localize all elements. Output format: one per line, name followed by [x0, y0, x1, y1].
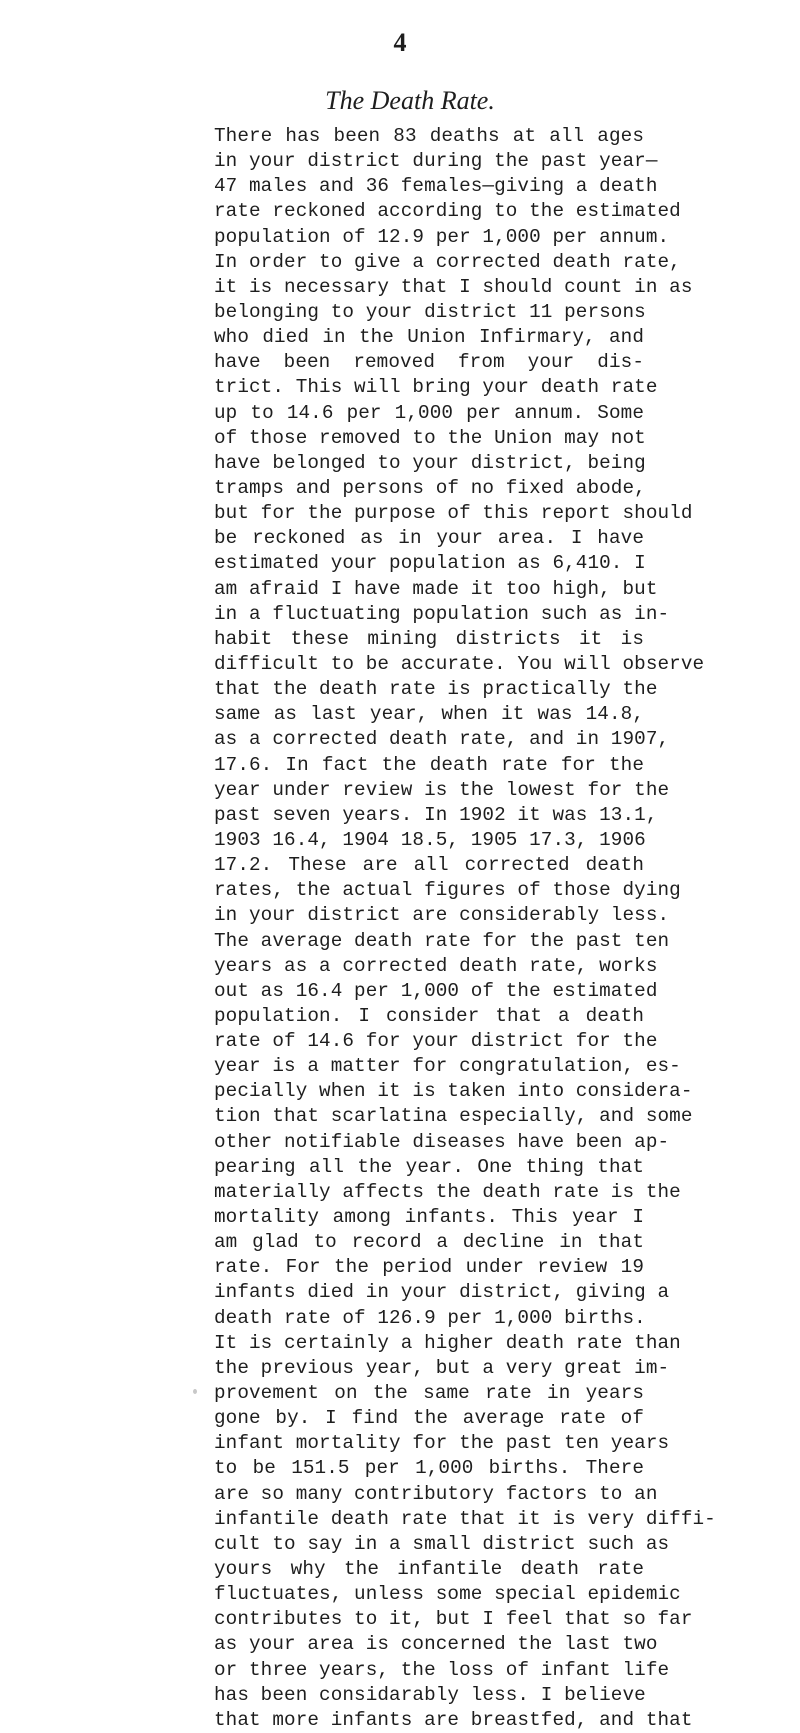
text-line: There has been 83 deaths at all ages: [214, 125, 644, 147]
text-line: tramps and persons of no fixed abode,: [214, 476, 646, 499]
text-line: it is necessary that I should count in as: [214, 275, 693, 298]
text-line: trict. This will bring your death rate: [214, 376, 658, 399]
text-line: difficult to be accurate. You will observe: [214, 652, 705, 675]
text-line: year under review is the lowest for the: [214, 778, 670, 801]
text-line: other notifiable diseases have been ap-: [214, 1130, 670, 1153]
body-text: [214, 124, 716, 1733]
text-line: as a corrected death rate, and in 1907,: [214, 728, 670, 751]
text-line: am glad to record a decline in that: [214, 1231, 644, 1254]
text-line: have belonged to your district, being: [214, 451, 646, 474]
text-line: death rate of 126.9 per 1,000 births.: [214, 1306, 646, 1329]
text-line: in your district during the past year—: [214, 150, 658, 173]
text-line: past seven years. In 1902 it was 13.1,: [214, 803, 658, 826]
text-line: or three years, the loss of infant life: [214, 1658, 670, 1681]
text-line: but for the purpose of this report should: [214, 502, 693, 525]
text-line: 47 males and 36 females—giving a death: [214, 175, 658, 198]
text-line: population of 12.9 per 1,000 per annum.: [214, 225, 670, 248]
text-line: to be 151.5 per 1,000 births. There: [214, 1457, 644, 1480]
text-line: year is a matter for congratulation, es-: [214, 1055, 681, 1078]
text-line: that more infants are breastfed, and that: [214, 1708, 693, 1731]
text-line: the previous year, but a very great im-: [214, 1356, 670, 1379]
text-line: rate of 14.6 for your district for the: [214, 1030, 658, 1053]
text-line: rate. For the period under review 19: [214, 1256, 644, 1279]
text-line: be reckoned as in your area. I have: [214, 527, 644, 550]
text-line: in your district are considerably less.: [214, 904, 670, 927]
text-line: 17.6. In fact the death rate for the: [214, 753, 644, 776]
text-line: It is certainly a higher death rate than: [214, 1331, 681, 1354]
text-line: has been considarably less. I believe: [214, 1683, 646, 1706]
text-line: pecially when it is taken into considera-: [214, 1080, 693, 1103]
text-line: of those removed to the Union may not: [214, 426, 646, 449]
text-line: habit these mining districts it is: [214, 627, 644, 650]
text-line: rate reckoned according to the estimated: [214, 200, 681, 223]
text-line: infant mortality for the past ten years: [214, 1432, 670, 1455]
text-line: provement on the same rate in years: [214, 1382, 644, 1405]
text-line: contributes to it, but I feel that so far: [214, 1608, 693, 1631]
text-line: tion that scarlatina especially, and some: [214, 1105, 693, 1128]
text-line: materially affects the death rate is the: [214, 1180, 681, 1203]
text-line: population. I consider that a death: [214, 1004, 644, 1027]
text-line: In order to give a corrected death rate,: [214, 250, 681, 273]
text-line: as your area is concerned the last two: [214, 1633, 658, 1656]
text-line: up to 14.6 per 1,000 per annum. Some: [214, 401, 644, 424]
text-line: yours why the infantile death rate: [214, 1558, 644, 1581]
text-line: have been removed from your dis-: [214, 351, 644, 374]
text-line: 1903 16.4, 1904 18.5, 1905 17.3, 1906: [214, 828, 646, 851]
text-line: same as last year, when it was 14.8,: [214, 703, 644, 726]
text-line: 17.2. These are all corrected death: [214, 854, 644, 877]
text-line: am afraid I have made it too high, but: [214, 577, 658, 600]
text-line: infantile death rate that it is very diffi-: [214, 1507, 716, 1530]
text-line: mortality among infants. This year I: [214, 1206, 644, 1229]
text-line: out as 16.4 per 1,000 of the estimated: [214, 979, 658, 1002]
text-line: belonging to your district 11 persons: [214, 300, 646, 323]
text-line: The average death rate for the past ten: [214, 929, 670, 952]
text-line: infants died in your district, giving a: [214, 1281, 670, 1304]
page-number: 4: [393, 28, 407, 57]
text-line: rates, the actual figures of those dying: [214, 879, 681, 902]
section-heading: The Death Rate.: [325, 86, 495, 115]
text-line: in a fluctuating population such as in-: [214, 602, 670, 625]
speck-mark: [193, 1389, 197, 1394]
text-line: pearing all the year. One thing that: [214, 1155, 644, 1178]
text-line: are so many contributory factors to an: [214, 1482, 658, 1505]
text-line: years as a corrected death rate, works: [214, 954, 658, 977]
text-line: who died in the Union Infirmary, and: [214, 326, 644, 349]
text-line: that the death rate is practically the: [214, 678, 658, 701]
text-line: gone by. I find the average rate of: [214, 1407, 644, 1430]
text-line: estimated your population as 6,410. I: [214, 552, 646, 575]
text-line: fluctuates, unless some special epidemic: [214, 1583, 681, 1606]
text-line: cult to say in a small district such as: [214, 1532, 670, 1555]
